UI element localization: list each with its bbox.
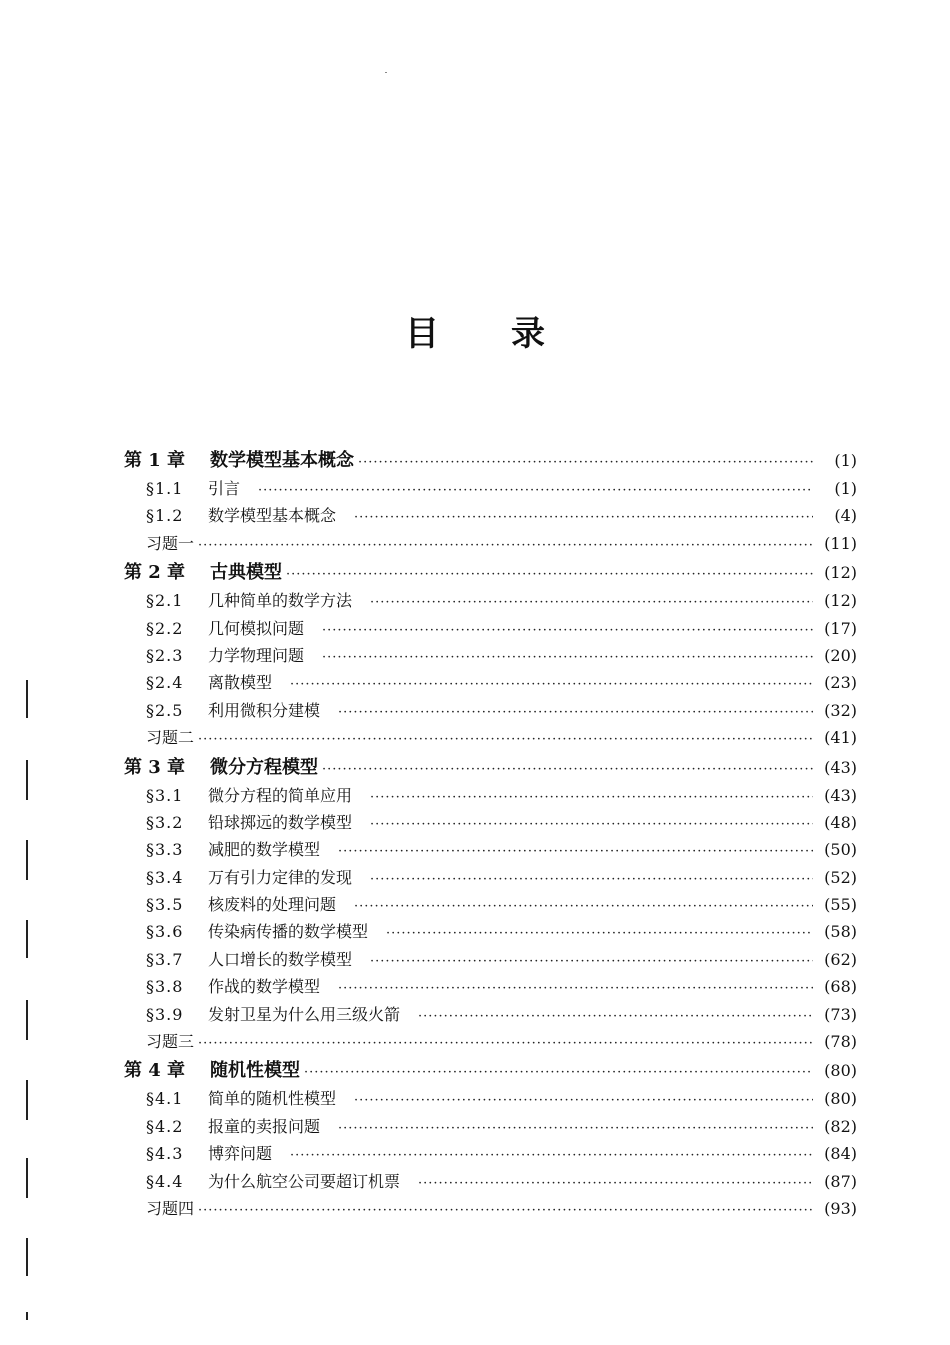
- leader-dots: [322, 623, 813, 638]
- section-number: §3.4: [146, 867, 184, 887]
- leader-dots: [354, 899, 813, 914]
- section-number: §3.7: [146, 949, 184, 969]
- section-number: §3.8: [146, 977, 184, 997]
- binding-mark: [26, 920, 28, 958]
- binding-mark: [26, 1000, 28, 1040]
- toc-section-4-2[interactable]: [124, 1114, 857, 1141]
- page-number: (55): [824, 895, 857, 915]
- exercise-title: 习题一: [146, 533, 195, 553]
- toc-chapter-3[interactable]: [124, 753, 857, 783]
- leader-dots: [322, 650, 813, 665]
- toc-section-3-3[interactable]: [124, 837, 857, 864]
- leader-dots: [386, 926, 813, 941]
- section-number: §2.5: [146, 700, 184, 720]
- page-number: (1): [834, 479, 857, 498]
- toc-section-3-1[interactable]: [124, 783, 857, 810]
- page-number: (41): [824, 728, 857, 748]
- binding-mark: [26, 1312, 28, 1320]
- section-number: §3.6: [146, 922, 184, 942]
- page-number: (82): [824, 1116, 857, 1136]
- section-number: §2.1: [146, 591, 184, 611]
- page-number: (43): [824, 785, 857, 805]
- section-title: 核废料的处理问题: [208, 895, 337, 915]
- toc-exercise-1[interactable]: [124, 531, 857, 558]
- leader-dots: [354, 510, 813, 525]
- section-title: 报童的卖报问题: [208, 1116, 321, 1136]
- toc-exercise-4[interactable]: [124, 1196, 857, 1223]
- leader-dots: [358, 455, 813, 470]
- toc-section-2-4[interactable]: [124, 670, 857, 697]
- leader-dots: [370, 817, 813, 832]
- section-number: §4.1: [146, 1089, 184, 1109]
- toc-section-2-1[interactable]: [124, 588, 857, 615]
- section-title: 几种简单的数学方法: [208, 591, 353, 611]
- chapter-number: 第 1 章: [124, 450, 186, 471]
- toc-section-1-2[interactable]: [124, 503, 857, 530]
- leader-dots: [370, 954, 813, 969]
- page-number: (68): [824, 977, 857, 997]
- section-title: 几何模拟问题: [208, 618, 305, 638]
- section-number: §3.3: [146, 840, 184, 860]
- binding-mark: [26, 760, 28, 800]
- exercise-title: 习题二: [146, 728, 195, 748]
- toc-exercise-2[interactable]: [124, 725, 857, 752]
- leader-dots: [198, 538, 813, 553]
- page-number: (62): [824, 949, 857, 969]
- chapter-number: 第 2 章: [124, 562, 186, 584]
- toc-section-1-1[interactable]: [124, 476, 857, 503]
- chapter-title: 微分方程模型: [210, 756, 318, 778]
- exercise-title: 习题四: [146, 1198, 195, 1218]
- toc-section-3-8[interactable]: [124, 974, 857, 1001]
- section-number: §1.2: [146, 506, 184, 526]
- toc-section-4-1[interactable]: [124, 1086, 857, 1113]
- toc-section-3-6[interactable]: [124, 919, 857, 946]
- toc-section-3-4[interactable]: [124, 865, 857, 892]
- section-title: 博弈问题: [208, 1144, 273, 1164]
- page-number: (17): [824, 618, 857, 638]
- section-number: §3.9: [146, 1004, 184, 1024]
- section-number: §2.3: [146, 645, 184, 665]
- toc-chapter-1[interactable]: [124, 446, 857, 476]
- section-title: 利用微积分建模: [208, 700, 321, 720]
- leader-dots: [322, 762, 813, 777]
- leader-dots: [338, 844, 813, 859]
- section-title: 传染病传播的数学模型: [208, 922, 369, 942]
- section-number: §1.1: [146, 479, 184, 498]
- leader-dots: [370, 595, 813, 610]
- section-number: §4.4: [146, 1171, 184, 1191]
- section-title: 简单的随机性模型: [208, 1089, 337, 1109]
- page-number: (12): [824, 591, 857, 611]
- toc-section-2-3[interactable]: [124, 643, 857, 670]
- chapter-number: 第 4 章: [124, 1060, 186, 1082]
- binding-mark: [26, 1238, 28, 1276]
- page-number: (87): [824, 1171, 857, 1191]
- binding-mark: [26, 840, 28, 880]
- section-title: 力学物理问题: [208, 645, 305, 665]
- chapter-number: 第 3 章: [124, 756, 186, 778]
- page-number: (84): [824, 1144, 857, 1164]
- section-title: 作战的数学模型: [208, 977, 321, 997]
- page-number: (93): [824, 1198, 857, 1218]
- leader-dots: [198, 732, 813, 747]
- leader-dots: [286, 567, 813, 582]
- page-number: (58): [824, 922, 857, 942]
- toc-section-3-7[interactable]: [124, 947, 857, 974]
- page-number: (80): [824, 1061, 857, 1081]
- page-number: (1): [834, 451, 857, 470]
- chapter-title: 数学模型基本概念: [210, 450, 354, 471]
- toc-exercise-3[interactable]: [124, 1029, 857, 1056]
- section-number: §3.2: [146, 812, 184, 832]
- page-number: (12): [824, 563, 857, 583]
- section-title: 万有引力定律的发现: [208, 867, 353, 887]
- toc-section-4-4[interactable]: [124, 1169, 857, 1196]
- page-number: (23): [824, 673, 857, 693]
- table-of-contents: [124, 446, 857, 1223]
- section-title: 人口增长的数学模型: [208, 949, 353, 969]
- leader-dots: [338, 981, 813, 996]
- binding-mark: [26, 1158, 28, 1198]
- toc-section-2-5[interactable]: [124, 698, 857, 725]
- section-title: 离散模型: [208, 673, 273, 693]
- page-number: (78): [824, 1032, 857, 1052]
- section-title: 微分方程的简单应用: [208, 785, 353, 805]
- binding-mark: [26, 1080, 28, 1120]
- section-number: §2.4: [146, 673, 184, 693]
- leader-dots: [418, 1009, 813, 1024]
- page-number: (52): [824, 867, 857, 887]
- page-title: 目录: [405, 314, 617, 354]
- page-number: (73): [824, 1004, 857, 1024]
- toc-section-4-3[interactable]: [124, 1141, 857, 1168]
- toc-chapter-2[interactable]: [124, 558, 857, 588]
- leader-dots: [370, 790, 813, 805]
- section-title: 为什么航空公司要超订机票: [208, 1171, 401, 1191]
- page-number: (43): [824, 757, 857, 777]
- exercise-title: 习题三: [146, 1032, 195, 1052]
- leader-dots: [290, 1148, 813, 1163]
- leader-dots: [338, 1121, 813, 1136]
- leader-dots: [258, 483, 813, 498]
- leader-dots: [370, 872, 813, 887]
- scan-speck: [385, 72, 387, 73]
- leader-dots: [418, 1176, 813, 1191]
- leader-dots: [354, 1093, 813, 1108]
- page-number: (4): [834, 506, 857, 526]
- page-number: (50): [824, 840, 857, 860]
- section-title: 引言: [208, 479, 241, 498]
- leader-dots: [198, 1203, 813, 1218]
- section-number: §4.3: [146, 1144, 184, 1164]
- section-title: 减肥的数学模型: [208, 840, 321, 860]
- page-number: (80): [824, 1089, 857, 1109]
- section-title: 数学模型基本概念: [208, 506, 337, 526]
- section-number: §3.1: [146, 785, 184, 805]
- toc-section-2-2[interactable]: [124, 616, 857, 643]
- section-number: §2.2: [146, 618, 184, 638]
- chapter-title: 随机性模型: [210, 1060, 300, 1082]
- page-number: (32): [824, 700, 857, 720]
- leader-dots: [338, 705, 813, 720]
- toc-chapter-4[interactable]: [124, 1056, 857, 1086]
- leader-dots: [198, 1036, 813, 1051]
- leader-dots: [304, 1065, 813, 1080]
- section-title: 铅球掷远的数学模型: [208, 812, 353, 832]
- page-number: (20): [824, 645, 857, 665]
- section-number: §4.2: [146, 1116, 184, 1136]
- section-title: 发射卫星为什么用三级火箭: [208, 1004, 401, 1024]
- page-number: (11): [824, 533, 857, 553]
- binding-mark: [26, 680, 28, 718]
- section-number: §3.5: [146, 895, 184, 915]
- leader-dots: [290, 677, 813, 692]
- toc-section-3-5[interactable]: [124, 892, 857, 919]
- chapter-title: 古典模型: [210, 562, 282, 584]
- page-number: (48): [824, 812, 857, 832]
- toc-section-3-9[interactable]: [124, 1002, 857, 1029]
- toc-section-3-2[interactable]: [124, 810, 857, 837]
